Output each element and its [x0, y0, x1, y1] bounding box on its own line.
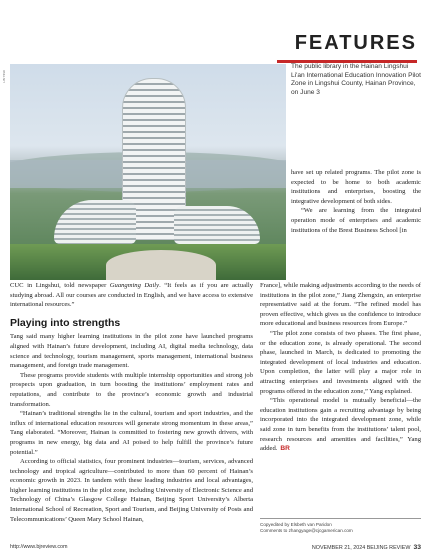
library-photo	[10, 64, 286, 280]
publication-name: Guangming Daily	[109, 282, 160, 289]
final-paragraph	[260, 396, 421, 454]
final-paragraph-text: “This operational model is mutually beneficial—the education institutions gain a recruiting advantage by being incorporated into the integrated development zone, while said zone in turn benefits from the institutions’ talent pool, research resources and amenities and facilities,” Yang added.	[260, 397, 421, 453]
page-footer	[10, 544, 421, 554]
photo-caption: The public library in the Hainan Lingshui Li'an International Education Innovation Pilot Zone in Lingshui County, Hainan Province, on June 3	[291, 63, 421, 96]
section-header	[0, 28, 427, 64]
right-column-bottom	[260, 281, 421, 454]
copyedit-credit	[260, 518, 421, 535]
photo-left-wing	[54, 200, 136, 244]
paragraph: According to official statistics, four prominent industries—tourism, services, advanced technology and tropical agriculture—contributed to more than 60 percent of Hainan’s economic growth in 2023. In tandem with these leading industries and local advantages, higher learning institutions in the pilot zone, including University of Electronic Science and Technology of China’s Glasgow College Hainan, Beijing Sport University’s Alberta International School of Recreation, Sport and Tourism, and Beijing University of Posts and Telecommunications’ Queen Mary School Hainan,	[10, 458, 253, 523]
footer-url[interactable]: http://www.bjreview.com	[10, 544, 68, 550]
lead-paragraph	[10, 281, 253, 310]
paragraph: “We are learning from the integrated operation mode of enterprises and academic institutions of the Brest Business School [in	[291, 207, 421, 234]
paragraph: Tang said many higher learning institutions in the pilot zone have launched programs aligned with Hainan’s future development, including AI, digital media technology, data science and technology, tourism management, sports management, international business management, and foreign trade management.	[10, 333, 253, 370]
left-column	[10, 281, 253, 524]
lead-text-before: CUC in Lingshui, told newspaper	[10, 282, 110, 289]
issue-date: NOVEMBER 21, 2024 BEIJING REVIEW	[311, 545, 411, 551]
lead-text-after: . “It feels as if you are actually studying abroad. All our courses are conducted in English, and we have access to extensive international resources.”	[10, 282, 253, 309]
photo-right-wing	[174, 206, 260, 244]
subheading: Playing into strengths	[10, 316, 121, 329]
paragraph: France], while making adjustments according to the needs of institutions in the pilot zone,” Jiang Zhengxin, an enterprise representative said at the forum. “The refined model has proven effective, which gives us the confidence to introduce more educational and business resources from Europe.”	[260, 282, 421, 328]
right-column-top	[291, 168, 421, 235]
paragraph: “The pilot zone consists of two phases. The first phase, or the education zone, is already operational. The second phase, launched in March, is dedicated to promoting the integrated development of local industries and education. Upon completion, the latter will play a major role in attracting enterprises and investments aligned with the programs offered in the education zone,” Yang explained.	[260, 329, 421, 395]
section-title: FEATURES	[294, 32, 417, 54]
copyeditor-line: Copyedited by Elsbeth van Paridon	[260, 522, 332, 527]
end-mark: BR	[280, 445, 290, 453]
paragraph: have set up related programs. The pilot zone is expected to be home to both academic institutions and enterprises, boosting the integrative development of both sides.	[291, 169, 421, 205]
photo-path	[106, 250, 216, 280]
page-number: 33	[413, 544, 421, 551]
paragraph: These programs provide students with multiple internship opportunities and strong job prospects upon graduation, in turn boosting the institutions’ employment rates and reputations, and contribute to the province’s economic growth and industrial transformation.	[10, 371, 253, 408]
footer-issue	[312, 544, 421, 551]
paragraph: “Hainan’s traditional strengths lie in the cultural, tourism and sport industries, and the influx of international education resources will generate strong momentum in these areas,” Tang elaborated. “Moreover, Hainan is committed to fostering new growth drivers, with programs in new energy, big data and AI poised to help fulfill the province’s future potential.”	[10, 410, 253, 456]
photo-credit: LIN YINJI	[2, 70, 6, 83]
comments-line: Comments to zhangyage@cjcgamerican.com	[260, 528, 353, 534]
